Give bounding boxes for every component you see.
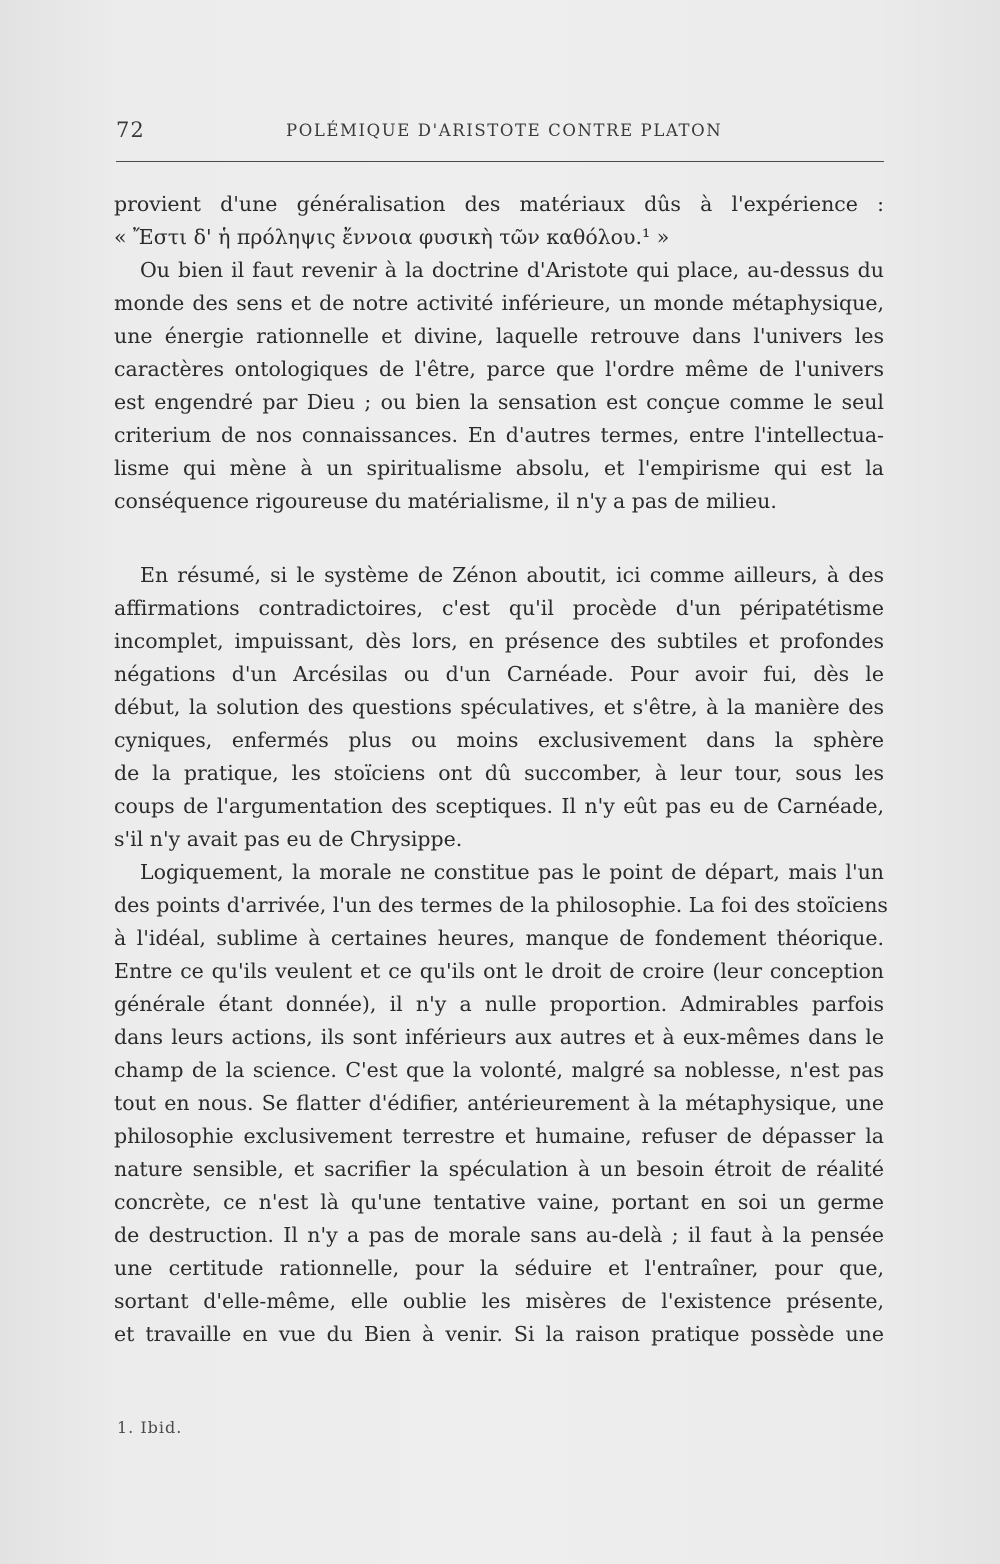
page-number: 72 [116,118,145,142]
text-line: lisme qui mène à un spiritualisme absolu, et l'empirisme qui est la [114,456,884,480]
text-line: caractères ontologiques de l'être, parce que l'ordre même de l'univers [114,357,884,381]
body-text [114,188,888,1351]
paragraph-logiquement [114,856,888,1351]
text-line: monde des sens et de notre activité inférieure, un monde métaphysique, [114,291,884,315]
text-line: sortant d'elle-même, elle oublie les misères de l'existence présente, [114,1289,884,1313]
paragraph-resume [114,559,884,856]
text-line: début, la solution des questions spéculatives, et s'être, à la manière des [114,695,884,719]
text-line: Logiquement, la morale ne constitue pas le point de départ, mais l'un [140,860,884,884]
footnote: 1. Ibid. [117,1418,183,1437]
text-line: coups de l'argumentation des sceptiques. Il n'y eût pas eu de Carnéade, [114,794,884,818]
text-line: cyniques, enfermés plus ou moins exclusivement dans la sphère [114,728,884,752]
text-line: philosophie exclusivement terrestre et humaine, refuser de dépasser la [114,1124,884,1148]
text-line: Entre ce qu'ils veulent et ce qu'ils ont le droit de croire (leur conception [114,959,884,983]
text-line: dans leurs actions, ils sont inférieurs aux autres et à eux-mêmes dans le [114,1025,884,1049]
text-line: conséquence rigoureuse du matérialisme, il n'y a pas de milieu. [114,489,777,513]
text-line: provient d'une généralisation des matériaux dûs à l'expérience : [114,192,884,216]
text-line: de destruction. Il n'y a pas de morale sans au-delà ; il faut à la pensée [114,1223,884,1247]
text-line: et travaille en vue du Bien à venir. Si la raison pratique possède une [114,1322,884,1346]
text-line: une énergie rationnelle et divine, laquelle retrouve dans l'univers les [114,324,884,348]
paragraph-aristote [114,254,884,518]
running-head [116,118,884,146]
text-line: nature sensible, et sacrifier la spéculation à un besoin étroit de réalité [114,1157,884,1181]
text-line: affirmations contradictoires, c'est qu'il procède d'un péripatétisme [114,596,884,620]
paragraph-greek-quote [114,188,884,254]
text-line: incomplet, impuissant, dès lors, en présence des subtiles et profondes [114,629,884,653]
section-gap [114,518,884,559]
text-line: une certitude rationnelle, pour la séduire et l'entraîner, pour que, [114,1256,884,1280]
text-line: tout en nous. Se flatter d'édifier, antérieurement à la métaphysique, une [114,1091,884,1115]
text-line: des points d'arrivée, l'un des termes de la philosophie. La foi des stoïciens [114,893,888,917]
text-line: est engendré par Dieu ; ou bien la sensation est conçue comme le seul [114,390,884,414]
text-line: à l'idéal, sublime à certaines heures, manque de fondement théorique. [114,926,884,950]
text-line: Ou bien il faut revenir à la doctrine d'Aristote qui place, au-dessus du [140,258,884,282]
text-line: champ de la science. C'est que la volonté, malgré sa noblesse, n'est pas [114,1058,884,1082]
text-line: générale étant donnée), il n'y a nulle proportion. Admirables parfois [114,992,884,1016]
text-line: En résumé, si le système de Zénon aboutit, ici comme ailleurs, à des [140,563,884,587]
text-line: « Ἔστι δ' ἡ πρόληψις ἔννοια φυσικὴ τῶν καθόλου.¹ » [114,225,670,249]
text-line: de la pratique, les stoïciens ont dû succomber, à leur tour, sous les [114,761,884,785]
header-rule [116,161,884,162]
text-line: concrète, ce n'est là qu'une tentative vaine, portant en soi un germe [114,1190,884,1214]
text-line: criterium de nos connaissances. En d'autres termes, entre l'intellectua- [114,423,884,447]
text-line: s'il n'y avait pas eu de Chrysippe. [114,827,463,851]
text-line: négations d'un Arcésilas ou d'un Carnéade. Pour avoir fui, dès le [114,662,884,686]
running-title: POLÉMIQUE D'ARISTOTE CONTRE PLATON [286,121,723,140]
